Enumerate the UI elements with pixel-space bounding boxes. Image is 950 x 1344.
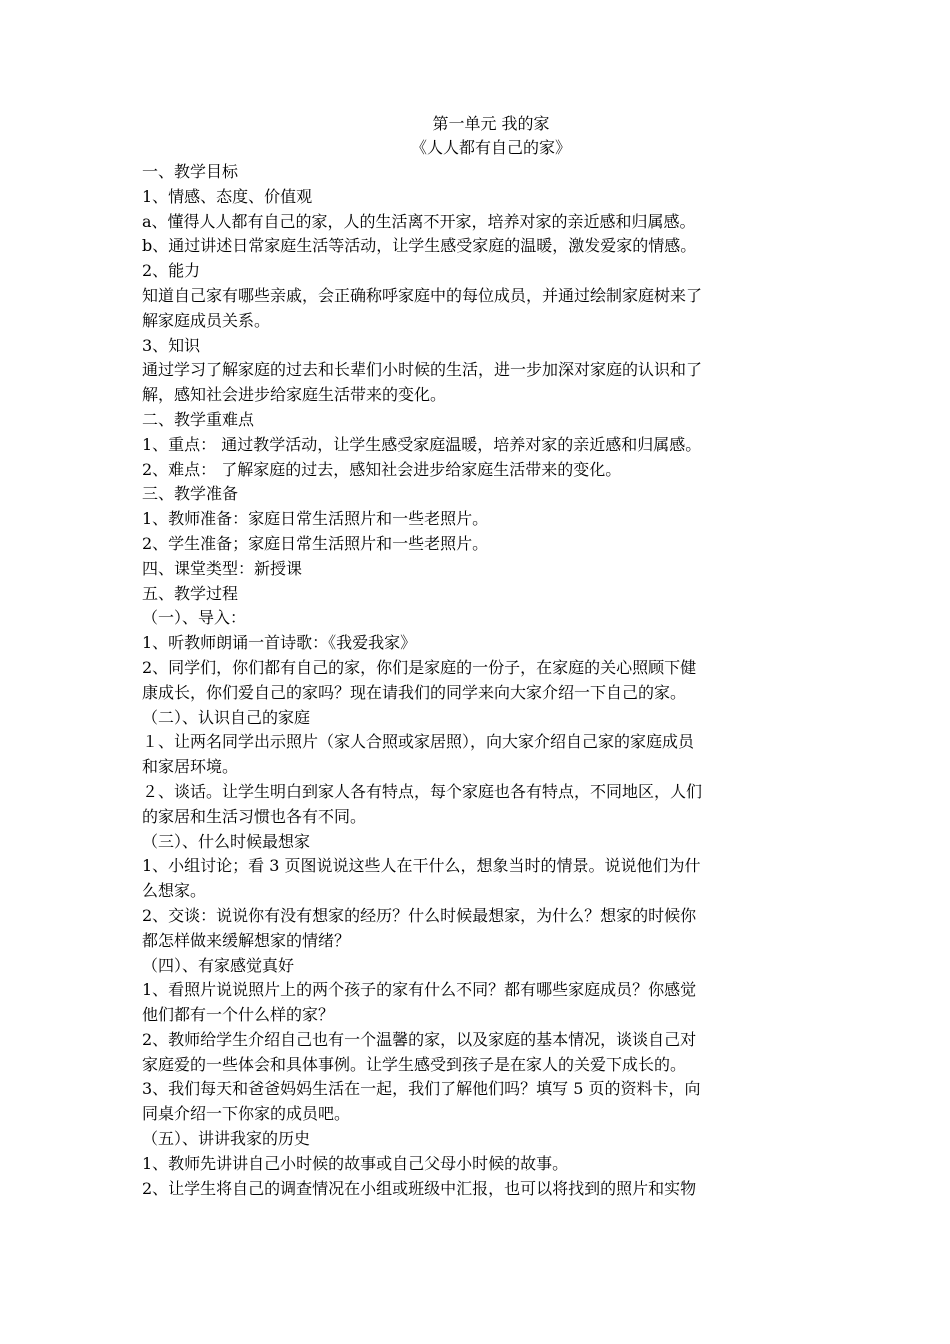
- text-line: １、让两名同学出示照片（家人合照或家居照），向大家介绍自己家的家庭成员: [142, 732, 695, 752]
- text-line: 五、教学过程: [142, 583, 239, 603]
- text-line: 三、教学准备: [142, 484, 239, 504]
- text-line: （五）、讲讲我家的历史: [142, 1129, 311, 1149]
- text-line: 的家居和生活习惯也各有不同。: [142, 806, 367, 826]
- document-title: 第一单元 我的家: [432, 114, 550, 133]
- text-line: （四）、有家感觉真好: [142, 955, 295, 975]
- text-line: 2、同学们，你们都有自己的家，你们是家庭的一份子，在家庭的关心照顾下健: [142, 657, 697, 677]
- text-line: 2、能力: [142, 261, 201, 281]
- text-line: b、通过讲述日常家庭生活等活动，让学生感受家庭的温暖，激发爱家的情感。: [142, 236, 697, 256]
- text-line: 2、学生准备；家庭日常生活照片和一些老照片。: [142, 533, 489, 553]
- text-line: 2、交谈：说说你有没有想家的经历？什么时候最想家，为什么？想家的时候你: [142, 905, 697, 925]
- text-line: （二）、认识自己的家庭: [142, 707, 311, 727]
- text-line: 么想家。: [142, 881, 207, 901]
- text-line: 1、重点： 通过教学活动，让学生感受家庭温暖，培养对家的亲近感和归属感。: [142, 434, 702, 454]
- text-line: 解，感知社会进步给家庭生活带来的变化。: [142, 385, 447, 405]
- text-line: 解家庭成员关系。: [142, 310, 271, 330]
- text-line: 通过学习了解家庭的过去和长辈们小时候的生活，进一步加深对家庭的认识和了: [142, 360, 703, 380]
- document-subtitle: 《人人都有自己的家》: [410, 138, 571, 157]
- text-line: 一、教学目标: [142, 162, 239, 181]
- text-line: 3、我们每天和爸爸妈妈生活在一起，我们了解他们吗？填写 5 页的资料卡，向: [142, 1079, 701, 1099]
- text-line: 他们都有一个什么样的家？: [142, 1005, 335, 1025]
- text-line: 家庭爱的一些体会和具体事例。让学生感受到孩子是在家人的关爱下成长的。: [142, 1054, 687, 1074]
- document-body: [142, 160, 812, 1201]
- text-line: 1、看照片说说照片上的两个孩子的家有什么不同？都有哪些家庭成员？你感觉: [142, 980, 697, 1000]
- text-line: 1、教师准备：家庭日常生活照片和一些老照片。: [142, 509, 489, 529]
- text-line: 二、教学重难点: [142, 409, 255, 429]
- text-line: 和家居环境。: [142, 757, 239, 777]
- text-line: a、懂得人人都有自己的家，人的生活离不开家，培养对家的亲近感和归属感。: [142, 211, 696, 231]
- text-line: 2、难点： 了解家庭的过去，感知社会进步给家庭生活带来的变化。: [142, 459, 622, 479]
- text-line: ２、谈话。让学生明白到家人各有特点，每个家庭也各有特点，不同地区，人们: [142, 781, 703, 801]
- text-line: 四、课堂类型：新授课: [142, 558, 303, 578]
- text-line: 1、小组讨论；看 3 页图说说这些人在干什么，想象当时的情景。说说他们为什: [142, 856, 701, 876]
- text-line: 2、教师给学生介绍自己也有一个温馨的家，以及家庭的基本情况，谈谈自己对: [142, 1029, 697, 1049]
- text-line: 知道自己家有哪些亲戚，会正确称呼家庭中的每位成员，并通过绘制家庭树来了: [142, 285, 703, 305]
- text-line: 1、听教师朗诵一首诗歌：《我爱我家》: [142, 633, 417, 653]
- text-line: 3、知识: [142, 335, 201, 355]
- text-line: （一）、导入：: [142, 608, 247, 628]
- text-line: 1、情感、态度、价值观: [142, 186, 313, 206]
- text-line: 1、教师先讲讲自己小时候的故事或自己父母小时候的故事。: [142, 1153, 569, 1173]
- text-line: （三）、什么时候最想家: [142, 831, 311, 851]
- text-line: 同桌介绍一下你家的成员吧。: [142, 1104, 351, 1124]
- text-line: 都怎样做来缓解想家的情绪？: [142, 930, 351, 950]
- document-page: [142, 112, 812, 1201]
- text-line: 2、让学生将自己的调查情况在小组或班级中汇报，也可以将找到的照片和实物: [142, 1178, 697, 1198]
- text-line: 康成长，你们爱自己的家吗？现在请我们的同学来向大家介绍一下自己的家。: [142, 682, 687, 702]
